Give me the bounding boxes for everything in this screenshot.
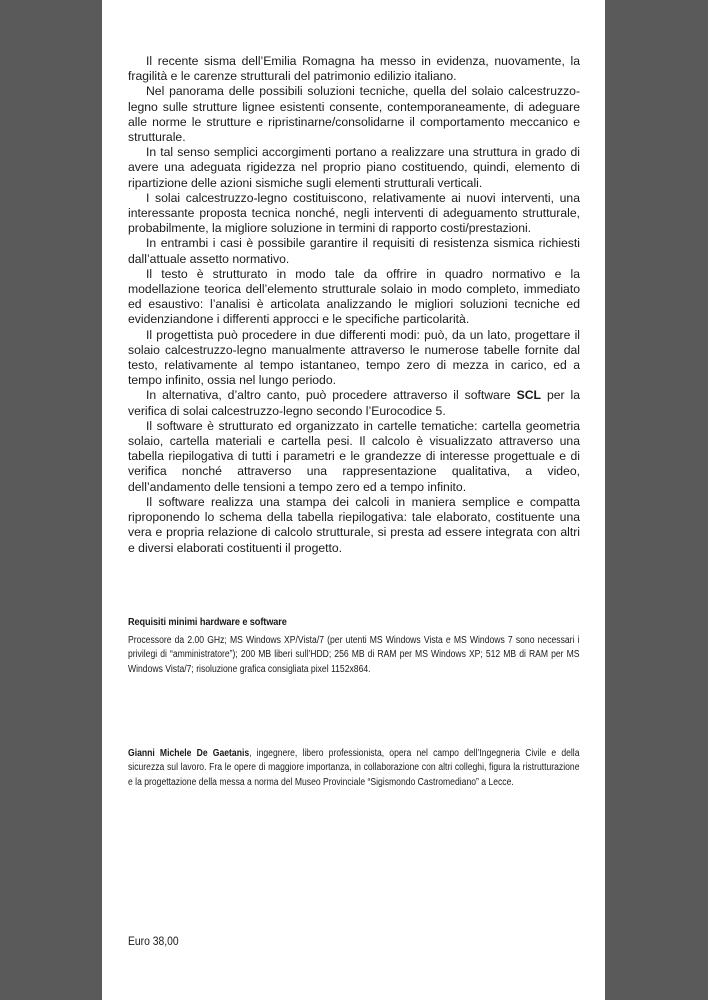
author-name: Gianni Michele De Gaetanis [128,748,250,759]
back-cover-description [128,54,580,556]
author-description: , ingegnere, libero professionista, opera nel campo dell’Ingegneria Civile e della sicurezza sul lavoro. Fra le opere di maggiore importanza, in collaborazione con altri colleghi, figura la ristrutturazione e la progettazione della messa a norma del Museo Provinciale “Sigismondo Castromediano” a Lecce. [128,748,580,788]
software-text-before: In alternativa, d’altro canto, può procedere attraverso il software [146,388,517,403]
author-bio [128,747,580,790]
paragraph-6: Il testo è strutturato in modo tale da offrire in quadro normativo e la modellazione teorica dell’elemento strutturale solaio in modo completo, immediato ed esaustivo: l’analisi è articolata analizzando le migliori soluzioni tecniche ed evidenziandone i differenti approcci e le specifiche particolarità. [128,266,580,327]
paragraph-1: Il recente sisma dell’Emilia Romagna ha messo in evidenza, nuovamente, la fragilità e le carenze strutturali del patrimonio edilizio italiano. [128,54,580,84]
paragraph-2: Nel panorama delle possibili soluzioni tecniche, quella del solaio calcestruzzo-legno sulle strutture lignee esistenti consente, contemporaneamente, di adeguare alle norme le strutture e ripristinarne/consolidarne il comportamento meccanico e strutturale. [128,84,580,145]
paragraph-software [128,388,580,418]
requirements-text: Processore da 2.00 GHz; MS Windows XP/Vista/7 (per utenti MS Windows Vista e MS Windows 7 sono necessari i privilegi di “amministratore”); 200 MB liberi sull’HDD; 256 MB di RAM per MS Windows XP; 512 MB di RAM per MS Windows Vista/7; risoluzione grafica consigliata pixel 1152x864. [128,635,580,675]
paragraph-9: Il software realizza una stampa dei calcoli in maniera semplice e compatta riproponendo lo schema della tabella riepilogativa: tale elaborato, costituente una vera e propria relazione di calcolo strutturale, si presta ad essere integrata con altri e diversi elaborati costituenti il progetto. [128,494,580,555]
author-bio-text [128,747,580,790]
paragraph-3: In tal senso semplici accorgimenti portano a realizzare una struttura in grado di avere una adeguata rigidezza nel proprio piano costituendo, quindi, elemento di ripartizione delle azioni sismiche sugli elementi strutturali verticali. [128,145,580,190]
software-text-after: per la verifica di solai calcestruzzo-legno secondo l’Eurocodice 5. [128,388,581,418]
system-requirements [128,617,580,677]
paragraph-7: Il progettista può procedere in due differenti modi: può, da un lato, progettare il solaio calcestruzzo-legno manualmente attraverso le numerose tabelle fornite dal testo, relativamente al tempo istantaneo, tempo zero di mezza in carico, ed a tempo infinito, ossia nel lungo periodo. [128,327,580,388]
right-gray-band [605,0,708,1000]
paragraph-8: Il software è strutturato ed organizzato in cartelle tematiche: cartella geometria solaio, cartella materiali e cartella pesi. Il calcolo è visualizzato attraverso una tabella riepilogativa di tutti i parametri e le grandezze di interesse progettuale e di verifica nonché attraverso una rappresentazione qualitativa, a video, dell’andamento delle tensioni a tempo zero ed a tempo infinito. [128,418,580,494]
paragraph-5: In entrambi i casi è possibile garantire il requisiti di resistenza sismica richiesti dall’attuale assetto normativo. [128,236,580,266]
requirements-title: Requisiti minimi hardware e software [128,617,287,628]
paragraph-4: I solai calcestruzzo-legno costituiscono, relativamente ai nuovi interventi, una interessante proposta tecnica nonché, negli interventi di adeguamento strutturale, probabilmente, la migliore soluzione in termini di rapporto costi/prestazioni. [128,190,580,236]
software-name: SCL [516,388,541,403]
price-label: Euro 38,00 [128,936,179,948]
left-gray-band [0,0,102,1000]
